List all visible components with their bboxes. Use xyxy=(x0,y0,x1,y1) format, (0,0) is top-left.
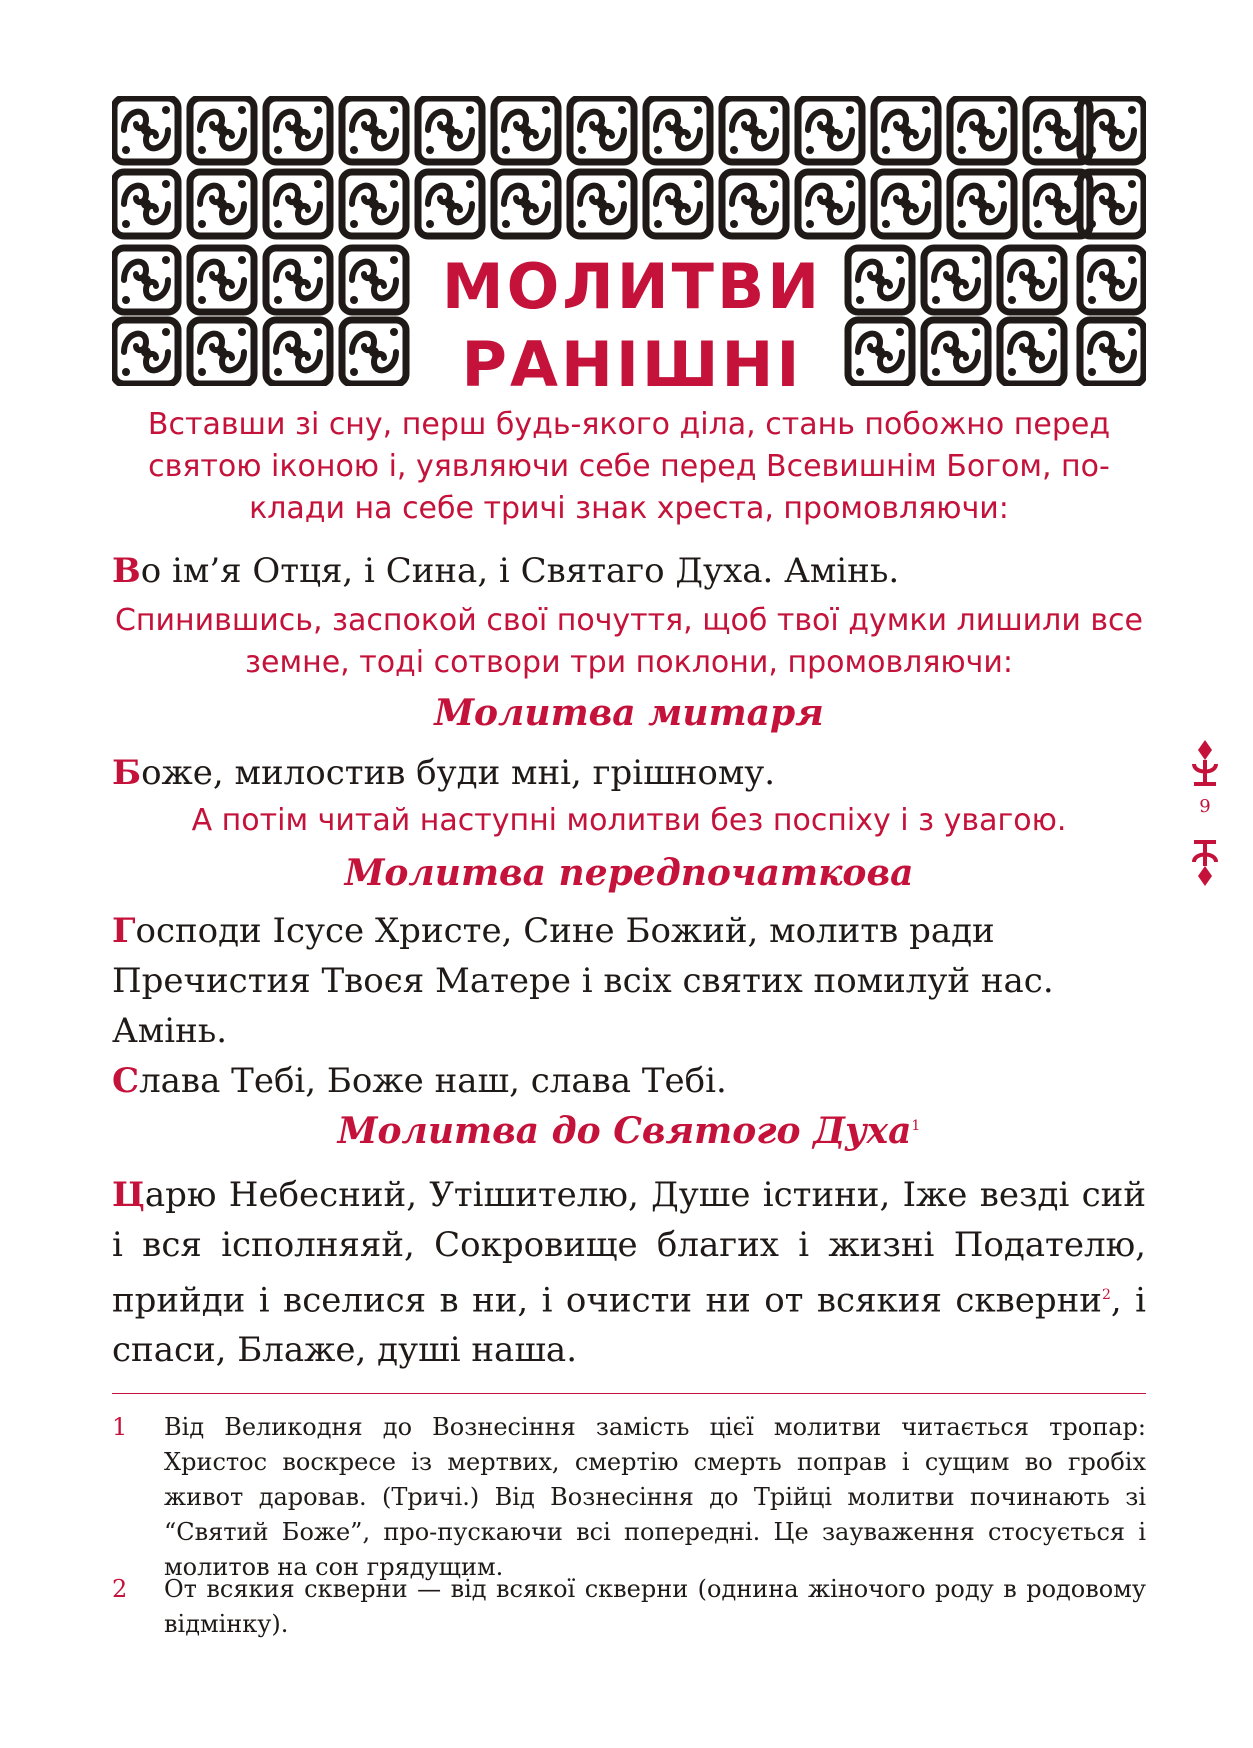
initial-letter: Ц xyxy=(112,1175,145,1215)
holy-spirit-heading-text: Молитва до Святого Духа xyxy=(337,1110,912,1152)
second-instruction: Спинившись, заспокой свої почуття, щоб твої думки лишили все земне, тоді сотвори три поклони, промовляючи: xyxy=(114,603,1144,680)
heading-preliminary: Молитва передпочаткова xyxy=(344,852,914,894)
preliminary-prayer xyxy=(112,906,1146,1106)
sign-of-cross-text: о ім’я Отця, і Сина, і Святаго Духа. Амінь. xyxy=(140,551,900,591)
heading-publican: Молитва митаря xyxy=(434,692,824,734)
page-title xyxy=(430,248,834,404)
holy-spirit-prayer xyxy=(112,1170,1146,1375)
footnote-text: Від Великодня до Вознесіння замість цієї молитви читається тропар: Христос воскресе із мертвих, смертію смерть поправ і сущим во гробіх живот даровав. (Тричі.) Від Вознесіння до Трійці молитви починають зі “Святий Боже”, про-пускаючи всі попередні. Це зауваження стосується і молитов на сон грядущим. xyxy=(164,1413,1146,1581)
intro-instruction: Вставши зі сну, перш будь-якого діла, стань побожно перед святою іконою і, уявляючи себе перед Всевишнім Богом, по-клади на себе тричі знак хреста, промовляючи: xyxy=(147,407,1111,526)
heading-holy-spirit xyxy=(112,1110,1146,1152)
footnote-2 xyxy=(112,1572,1146,1642)
footnote-1 xyxy=(112,1410,1146,1585)
initial-letter: Г xyxy=(112,911,136,951)
initial-letter: Б xyxy=(112,753,142,793)
initial-letter: В xyxy=(112,551,141,591)
sign-of-cross xyxy=(112,546,1146,596)
footnote-text: От всякия скверни — від всякої скверни (однина жіночого роду в родовому відмінку). xyxy=(164,1575,1146,1638)
holy-spirit-end: , і спаси, Блаже, душі наша. xyxy=(112,1280,1146,1371)
footnote-ref-2: 2 xyxy=(1101,1287,1111,1303)
publican-text: оже, милостив буди мні, грішному. xyxy=(141,753,776,793)
amen-text: Амінь. xyxy=(112,1011,228,1051)
glory-text: лава Тебі, Боже наш, слава Тебі. xyxy=(139,1061,727,1101)
footnote-divider xyxy=(112,1393,1146,1394)
holy-spirit-text: арю Небесний, Утішителю, Душе істини, Іже везді сий і вся ісполняяй, Сокровище благих і жизні Подателю, прийди і вселися в ни, і очисти ни от всякия скверни xyxy=(112,1175,1146,1321)
publican-prayer xyxy=(112,748,1146,798)
third-instruction: А потім читай наступні молитви без поспіху і з увагою. xyxy=(191,803,1067,838)
title-line-2: РАНІШНІ xyxy=(461,328,803,401)
preliminary-text: осподи Ісусе Христе, Сине Божий, молитв ради Пречистия Твоєя Матере і всіх святих помилуй нас. xyxy=(112,911,1054,1001)
page-number: 9 xyxy=(1199,796,1211,817)
title-line-1: МОЛИТВИ xyxy=(441,250,823,323)
footnote-ref-1: 1 xyxy=(911,1118,921,1134)
footnote-number: 2 xyxy=(112,1575,128,1603)
initial-letter: С xyxy=(112,1061,140,1101)
footnote-number: 1 xyxy=(112,1413,128,1441)
